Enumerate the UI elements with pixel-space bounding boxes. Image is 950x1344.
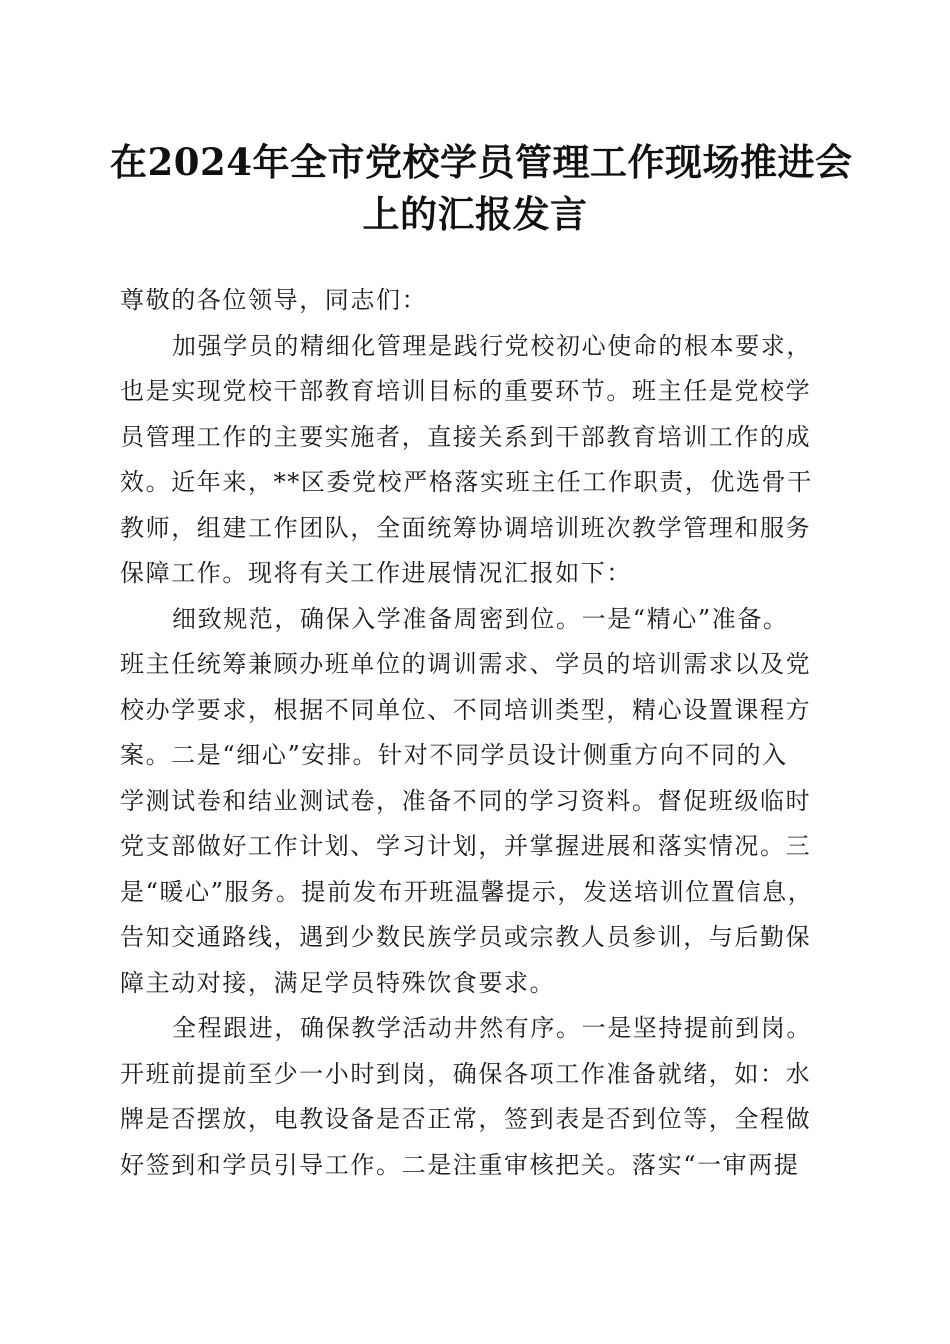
paragraph-line: 告知交通路线，遇到少数民族学员或宗教人员参训，与后勤保 <box>120 923 812 951</box>
paragraph-line: 牌是否摆放，电教设备是否正常，签到表是否到位等，全程做 <box>120 1105 812 1133</box>
paragraph-line: 是“暖心”服务。提前发布开班温馨提示，发送培训位置信息， <box>120 877 814 906</box>
paragraph-line: 障主动对接，满足学员特殊饮食要求。 <box>120 968 556 997</box>
paragraph-line: 效。近年来，**区委党校严格落实班主任工作职责，优选骨干 <box>120 468 813 496</box>
title-line-2: 上的汇报发言 <box>362 192 588 236</box>
paragraph-line: 教师，组建工作团队，全面统筹协调培训班次教学管理和服务 <box>120 513 812 542</box>
paragraph-line: 也是实现党校干部教育培训目标的重要环节。班主任是党校学 <box>120 377 812 405</box>
paragraph-line: 好签到和学员引导工作。二是注重审核把关。落实“一审两提 <box>120 1150 800 1179</box>
paragraph-1 <box>120 324 830 597</box>
paragraph-line: 案。二是“细心”安排。针对不同学员设计侧重方向不同的入 <box>120 741 788 769</box>
paragraph-line: 员管理工作的主要实施者，直接关系到干部教育培训工作的成 <box>120 422 812 451</box>
paragraph-line: 保障工作。现将有关工作进展情况汇报如下： <box>120 559 632 587</box>
title-line-1: 在2024年全市党校学员管理工作现场推进会 <box>110 140 853 184</box>
paragraph-line: 细致规范，确保入学准备周密到位。一是“精心”准备。 <box>172 604 789 633</box>
paragraph-line: 校办学要求，根据不同单位、不同培训类型，精心设置课程方 <box>120 695 812 724</box>
paragraph-line: 加强学员的精细化管理是践行党校初心使命的根本要求， <box>172 331 812 360</box>
paragraph-line: 学测试卷和结业测试卷，准备不同的学习资料。督促班级临时 <box>120 786 812 815</box>
paragraph-line: 全程跟进，确保教学活动井然有序。一是坚持提前到岗。 <box>172 1014 812 1042</box>
paragraph-line: 班主任统筹兼顾办班单位的调训需求、学员的培训需求以及党 <box>120 650 812 678</box>
paragraph-3 <box>120 1006 830 1188</box>
paragraph-2 <box>120 597 830 1007</box>
salutation: 尊敬的各位领导，同志们： <box>120 286 428 314</box>
document-title <box>110 136 853 240</box>
paragraph-line: 党支部做好工作计划、学习计划，并掌握进展和落实情况。三 <box>120 832 812 860</box>
paragraph-line: 开班前提前至少一小时到岗，确保各项工作准备就绪，如：水 <box>120 1059 812 1088</box>
document-body <box>120 278 830 1188</box>
